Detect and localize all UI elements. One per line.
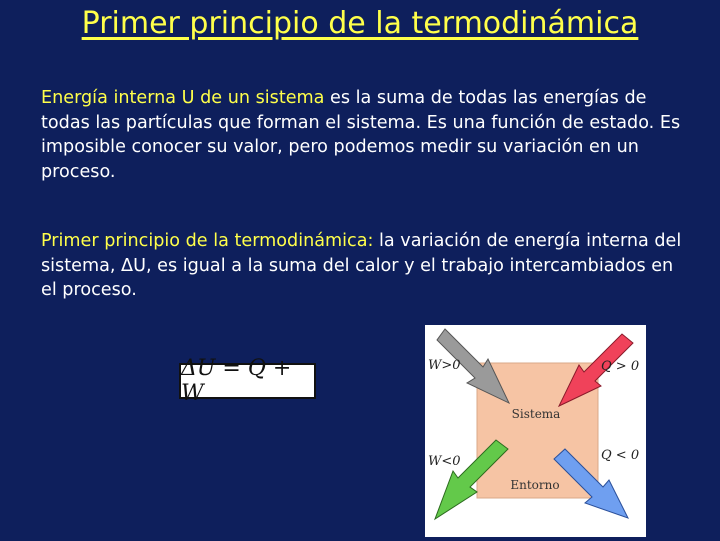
internal-energy-term: Energía interna U de un sistema [41,88,325,108]
energy-exchange-diagram [425,325,646,537]
heat-negative-label: Q < 0 [601,448,640,463]
work-positive-label: W>0 [428,358,461,373]
first-principle-paragraph [41,229,691,303]
first-principle-text: la variación de energía interna del sistema, ΔU, es igual a la suma del calor y el trabajo intercambiados en el proceso. [41,231,682,301]
first-principle-term: Primer principio de la termodinámica: [41,231,374,251]
environment-label: Entorno [510,478,560,492]
slide-title: Primer principio de la termodinámica [81,6,639,41]
diagram-svg [425,325,646,537]
work-negative-label: W<0 [428,454,461,469]
internal-energy-text: es la suma de todas las energías de todas las partículas que forman el sistema. Es una función de estado. Es imposible conocer su valor, pero podemos medir su variación en un proceso. [41,88,681,182]
formula-box: ΔU = Q + W [179,363,316,399]
heat-positive-label: Q > 0 [601,359,640,374]
internal-energy-paragraph [41,86,691,184]
system-label: Sistema [511,407,561,421]
